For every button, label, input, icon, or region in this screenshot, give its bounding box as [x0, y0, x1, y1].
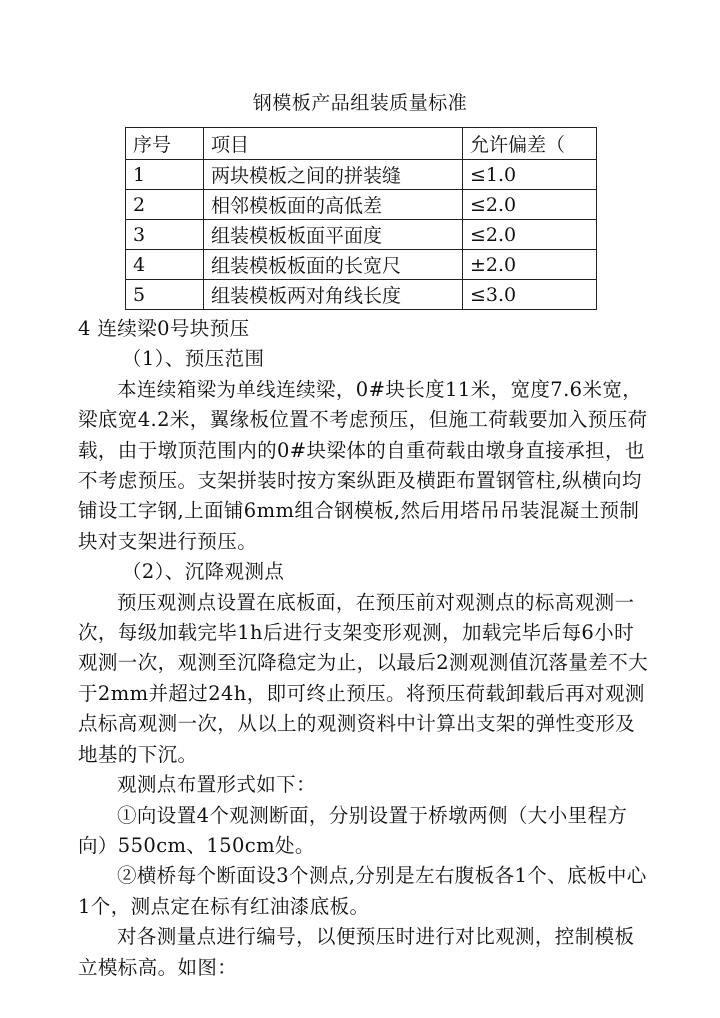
- row-tolerance: ≤2.0: [463, 190, 597, 220]
- row-number: 4: [126, 250, 204, 280]
- row-tolerance: ≤1.0: [463, 160, 597, 190]
- row-tolerance: ±2.0: [463, 250, 597, 280]
- header-number: 序号: [126, 128, 204, 160]
- subheading-preload-range: （1）、预压范围: [122, 347, 265, 371]
- row-number: 2: [126, 190, 204, 220]
- subheading-settlement-points: （2）、沉降观测点: [122, 560, 285, 584]
- paragraph-longitudinal-sections: ①向设置4个观测断面，分别设置于桥墩两侧（大小里程方向）550cm、150cm处。: [78, 803, 628, 857]
- row-item: 组装模板两对角线长度: [204, 280, 463, 310]
- table-row: [126, 220, 597, 250]
- row-tolerance: ≤3.0: [463, 280, 597, 310]
- row-item: 两块模板之间的拼装缝: [204, 160, 463, 190]
- row-item: 组装模板板面平面度: [204, 220, 463, 250]
- section-heading: 4 连续梁0号块预压: [78, 317, 250, 340]
- table-row: [126, 190, 597, 220]
- page-title: 钢模板产品组装质量标准: [252, 92, 468, 114]
- body-text: [78, 314, 648, 983]
- paragraph-settlement-observation: 预压观测点设置在底板面，在预压前对观测点的标高观测一次，每级加载完毕1h后进行支架变形观测，加载完毕后每6小时观测一次，观测至沉降稳定为止，以最后2测观测值沉落量差不大于2mm并超过24h，即可终止预压。将预压荷载卸载后再对观测点标高观测一次，从以上的观测资料中计算出支架的弹性变形及地基的下沉。: [78, 590, 649, 766]
- row-number: 1: [126, 160, 204, 190]
- row-item: 组装模板板面的长宽尺: [204, 250, 463, 280]
- row-number: 5: [126, 280, 204, 310]
- paragraph-numbering: 对各测量点进行编号，以便预压时进行对比观测，控制模板立模标高。如图：: [78, 925, 635, 979]
- table-row: [126, 280, 597, 310]
- row-number: 3: [126, 220, 204, 250]
- table-header-row: [126, 128, 597, 160]
- table-row: [126, 160, 597, 190]
- header-tolerance: 允许偏差（: [463, 128, 597, 160]
- header-item: 项目: [204, 128, 463, 160]
- paragraph-transverse-points: ②横桥每个断面设3个测点,分别是左右腹板各1个、底板中心1个，测点定在标有红油漆底板。: [78, 864, 647, 918]
- quality-standard-table: [125, 127, 597, 310]
- table-row: [126, 250, 597, 280]
- row-tolerance: ≤2.0: [463, 220, 597, 250]
- row-item: 相邻模板面的高低差: [204, 190, 463, 220]
- paragraph-preload-range: 本连续箱梁为单线连续梁，0#块长度11米，宽度7.6米宽，梁底宽4.2米，翼缘板位置不考虑预压，但施工荷载要加入预压荷载，由于墩顶范围内的0#块梁体的自重荷载由墩身直接承担，也不考虑预压。支架拼装时按方案纵距及横距布置钢管柱,纵横向均铺设工字钢,上面铺6mm组合钢模板,然后用塔吊吊装混凝土预制块对支架进行预压。: [78, 377, 648, 553]
- paragraph-layout-intro: 观测点布置形式如下：: [117, 773, 317, 797]
